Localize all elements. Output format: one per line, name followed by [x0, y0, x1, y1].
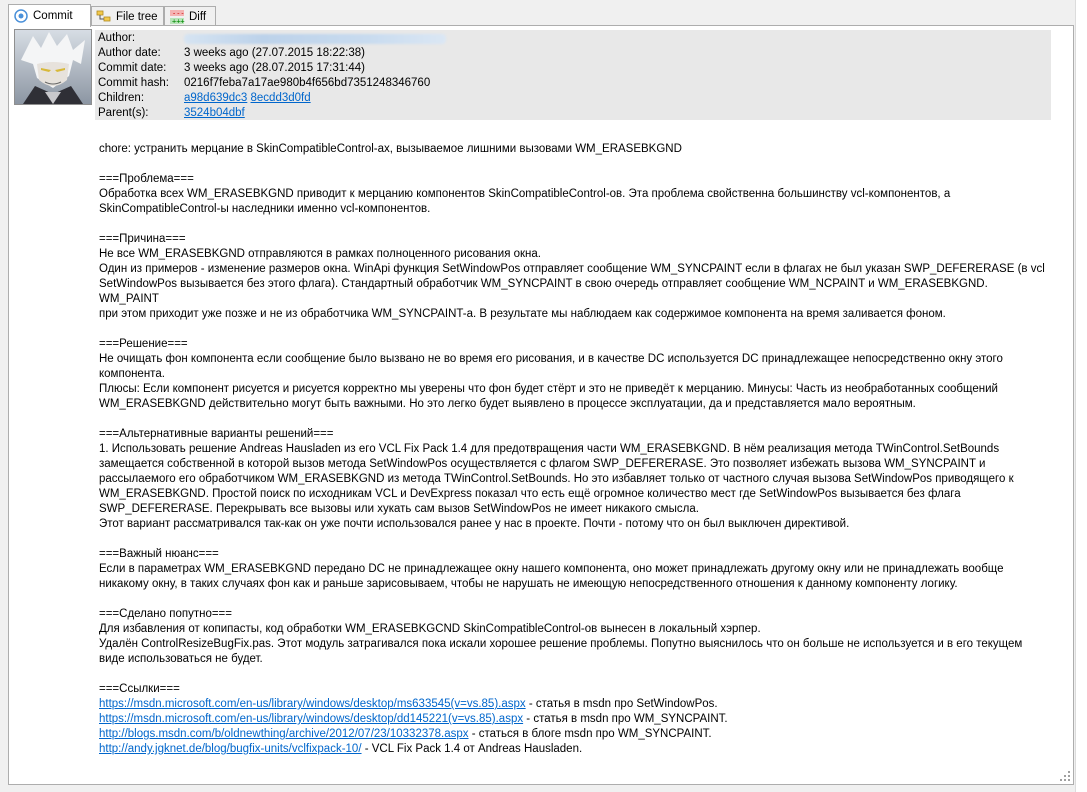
- tab-commit[interactable]: [8, 4, 91, 27]
- commit-icon: [13, 8, 29, 24]
- commit-hash-label: Commit hash:: [98, 77, 169, 89]
- link-description: - статья в msdn про SetWindowPos.: [525, 698, 718, 710]
- commit-date-label: Commit date:: [98, 62, 167, 74]
- message-section-links-header: ===Ссылки===: [99, 683, 180, 695]
- link-line: [99, 697, 1049, 712]
- svg-text:+++: +++: [172, 17, 185, 25]
- message-section-problem: ===Проблема=== Обработка всех WM_ERASEBKGND приводит к мерцанию компонентов SkinCompatibleControl-ов. Эта проблема свойственна большинству vcl-компонентов, а SkinCompatibleControl-ы наследники именно vcl-компонентов.: [99, 173, 951, 215]
- child-commit-link[interactable]: 8ecdd3d0fd: [250, 92, 311, 104]
- tab-file-tree[interactable]: [91, 6, 164, 26]
- author-date-label: Author date:: [98, 47, 161, 59]
- message-section-solution: ===Решение=== Не очищать фон компонента если сообщение было вызвано не во время его рисования, и в качестве DC используется DC принадлежащее непосредственно окну этого компонента. Плюсы: Если компонент рисуется и рисуется корректно мы уверены что фон будет стёрт и это не приведёт к мерцанию. Минусы: Часть из необработанных сообщений WM_ERASEBKGND действительно могут быть важными. Но это легко будет выявлено в процессе эксплуатации, да и представляется мало вероятным.: [99, 338, 1003, 410]
- message-section-done-along: ===Сделано попутно=== Для избавления от копипасты, код обработки WM_ERASEBKGCND SkinCompatibleControl-ов вынесен в локальный хэрпер. Удалён ControlResizeBugFix.pas. Этот модуль затрагивался пока искали хорошее решение проблемы. Попутно выяснилось что он больше не используется и в его текущем виде использоваться не будет.: [99, 608, 1023, 665]
- commit-hash-value: 0216f7feba7a17ae980b4f656bd7351248346760: [184, 77, 431, 89]
- link-description: - статься в блоге msdn про WM_SYNCPAINT.: [468, 728, 712, 740]
- link-description: - VCL Fix Pack 1.4 от Andreas Hausladen.: [361, 743, 583, 755]
- message-section-alternatives: ===Альтернативные варианты решений=== 1. Использовать решение Andreas Hausladen из его VCL Fix Pack 1.4 для предотвращения части WM_ERASEBKGND. В нём реализация метода TWinControl.SetBounds замещается собственной в которой вызов метода SetWindowPos осуществляется с флагом SWP_DEFERERASE. Это позволяет избежать вызова WM_SYNCPAINT и рассылаемого его обработчиком WM_ERASEBKGND из метода TWinControl.SetBounds. Но это избавляет только от частного случая вызова SetWindowPos приводящего к WM_ERASEBKGND. Простой поиск по исходникам VCL и DevExpress показал что есть ещё огромное количество мест где SetWindowPos вызывается без флага SWP_DEFERERASE. Перекрывать все вызовы или хукать сам вызов SetWindowPos не имеет никакого смысла. Этот вариант рассматривался так-как он уже почти использовался ранее у нас в проекте. Почти - потому что он был выключен директивой.: [99, 428, 1014, 530]
- link-line: [99, 727, 1049, 742]
- message-summary: chore: устранить мерцание в SkinCompatibleControl-ах, вызываемое лишними вызовами WM_ERASEBKGND: [99, 143, 682, 155]
- diff-icon: [169, 9, 185, 25]
- link-description: - статья в msdn про WM_SYNCPAINT.: [523, 713, 728, 725]
- oldnewthing-blog-link[interactable]: http://blogs.msdn.com/b/oldnewthing/archive/2012/07/23/10332378.aspx: [99, 728, 469, 740]
- commit-message: [99, 142, 1049, 757]
- avatar: [14, 29, 92, 105]
- tab-diff-label: Diff: [189, 10, 207, 23]
- commit-date-value: 3 weeks ago (28.07.2015 17:31:44): [184, 62, 365, 74]
- msdn-setwindowpos-link[interactable]: https://msdn.microsoft.com/en-us/library/windows/desktop/ms633545(v=vs.85).aspx: [99, 698, 526, 710]
- file-tree-icon: [96, 9, 112, 25]
- svg-text:---: ---: [172, 9, 185, 17]
- resize-grip-icon[interactable]: [1059, 770, 1071, 782]
- child-commit-link[interactable]: a98d639dc3: [184, 92, 248, 104]
- message-section-cause: ===Причина=== Не все WM_ERASEBKGND отправляются в рамках полноценного рисования окна. Один из примеров - изменение размеров окна. WinApi функция SetWindowPos отправляет сообщение WM_SYNCPAINT если в флагах не был указан SWP_DEFERERASE (в vcl SetWindowPos вызывается без этого флага). Стандартный обработчик WM_SYNCPAINT в свою очередь отправляет сообщение WM_NCPAINT и WM_ERASEBKGND. WM_PAINT при этом приходит уже позже и не из обработчика WM_SYNCPAINT-а. В результате мы наблюдаем как содержимое компонента на время заливается фоном.: [99, 233, 1045, 320]
- right-pane-edge: [1075, 0, 1087, 792]
- author-date-value: 3 weeks ago (27.07.2015 18:22:38): [184, 47, 365, 59]
- parents-label: Parent(s):: [98, 107, 149, 119]
- author-label: Author:: [98, 32, 136, 44]
- vclfixpack-link[interactable]: http://andy.jgknet.de/blog/bugfix-units/vclfixpack-10/: [99, 743, 362, 755]
- commit-panel: [8, 25, 1074, 785]
- parent-commit-link[interactable]: 3524b04dbf: [184, 107, 245, 119]
- children-label: Children:: [98, 92, 145, 104]
- tab-file-tree-label: File tree: [116, 10, 158, 23]
- commit-header: [95, 30, 1051, 120]
- tab-diff[interactable]: [164, 6, 216, 26]
- redacted-author-name: [184, 34, 446, 44]
- message-section-nuance: ===Важный нюанс=== Если в параметрах WM_ERASEBKGND передано DC не принадлежащее окну нашего компонента, оно может принадлежать другому окну или не принадлежать вообще никакому окну, в таких случаях фон как и раньше зарисовываем, чтобы не нарушать не имеющую непосредственного отношения к данному компоненту логику.: [99, 548, 1004, 590]
- link-line: [99, 712, 1049, 727]
- msdn-wm-syncpaint-link[interactable]: https://msdn.microsoft.com/en-us/library/windows/desktop/dd145221(v=vs.85).aspx: [99, 713, 524, 725]
- link-line: [99, 742, 1049, 757]
- tab-commit-label: Commit: [33, 10, 73, 22]
